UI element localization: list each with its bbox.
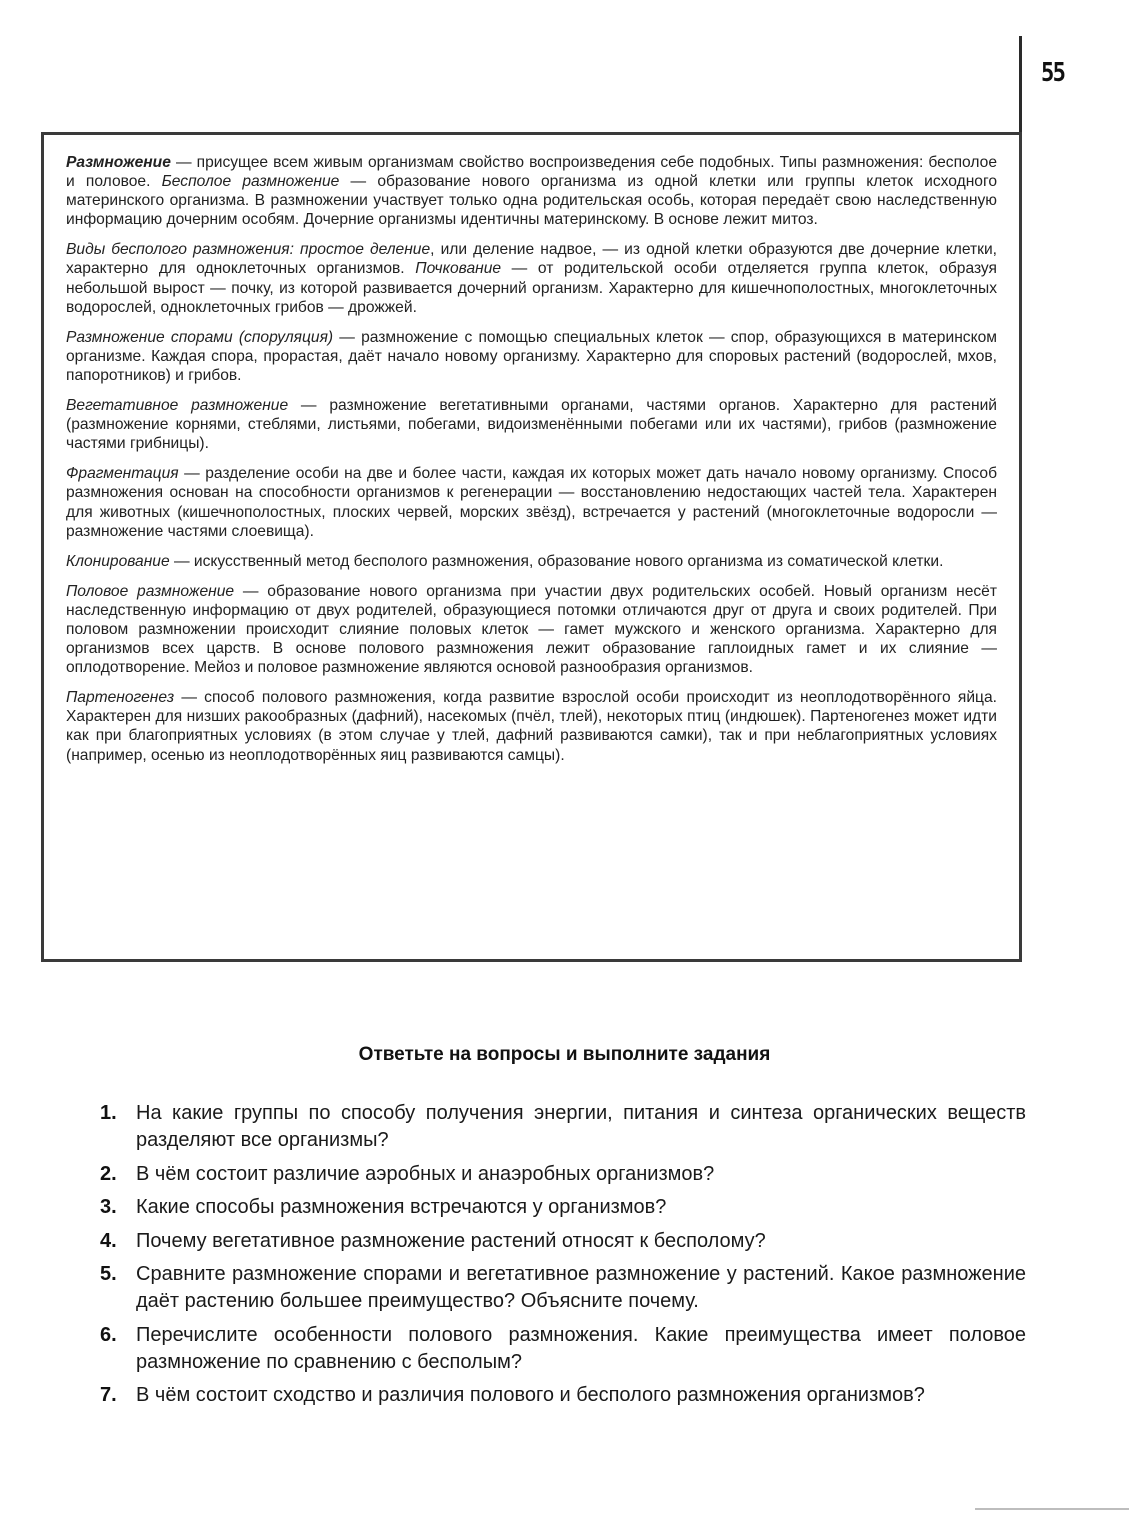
definition-paragraph <box>66 240 997 316</box>
question-number: 5. <box>100 1263 117 1285</box>
question-text: В чём состоит различие аэробных и анаэробных организмов? <box>136 1162 715 1185</box>
definition-term: Фрагментация <box>66 465 179 483</box>
definition-term: Виды бесполого размножения: простое деление <box>66 241 431 259</box>
question-text: Сравните размножение спорами и вегетативное размножение у растений. Какое размножение даёт растению большее преимущество? Объясните почему. <box>136 1263 1026 1312</box>
definition-term: Почкование <box>415 260 502 278</box>
definition-term: Размножение спорами (споруляция) <box>66 328 334 346</box>
definition-paragraph <box>66 688 997 764</box>
definition-text: , или деление надвое, — из одной клетки образуются две дочерние клетки, характерно для одноклеточных организмов. <box>66 241 997 278</box>
definition-paragraph <box>66 396 997 453</box>
definition-term: Вегетативное размножение <box>66 397 289 415</box>
question-number: 4. <box>100 1229 117 1252</box>
definition-paragraph <box>66 328 997 385</box>
question-number: 2. <box>100 1162 117 1185</box>
definition-paragraph <box>66 582 997 677</box>
definition-paragraph <box>66 552 997 571</box>
definition-text: — от родительской особи отделяется группа клеток, образуя небольшой вырост — почку, из которой развивается дочерний организм. Характерно для кишечнополостных, многоклеточных водорослей, одноклеточных грибов — дрожжей. <box>66 260 997 316</box>
question-number: 7. <box>100 1384 117 1406</box>
questions-list <box>100 1100 1026 1416</box>
question-number: 1. <box>100 1102 117 1124</box>
definition-paragraph <box>66 153 997 229</box>
definition-text: — размножение вегетативными органами, частями органов. Характерно для растений (размножение корнями, стеблями, листьями, побегами, видоизменёнными побегами или их частями), грибов (размножение частями грибницы). <box>66 397 997 453</box>
page-number: 55 <box>1041 58 1065 88</box>
question-item <box>100 1194 1026 1221</box>
definition-text: — искусственный метод бесполого размножения, образование нового организма из соматической клетки. <box>169 552 944 570</box>
definition-text: — образование нового организма при участии двух родительских особей. Новый организм несёт наследственную информацию от двух родителей, образующиеся потомки отличаются друг от друга и своих родителей. При половом размножении происходит слияние половых клеток — гамет мужского и женского организма. Характерно для организмов всех царств. В основе полового размножения лежит образование гаплоидных гамет и их слияние — оплодотворение. Мейоз и половое размножение являются основой разнообразия организмов. <box>66 582 997 677</box>
question-item <box>100 1382 1026 1409</box>
question-item <box>100 1100 1026 1154</box>
question-text: Почему вегетативное размножение растений относят к бесполому? <box>136 1229 766 1252</box>
question-number: 6. <box>100 1323 117 1346</box>
question-item <box>100 1161 1026 1188</box>
definition-text: — образование нового организма из одной клетки или группы клеток исходного материнского организма. В размножении участвует только одна родительская особь, которая передаёт свою наследственную информацию дочерним особям. Дочерние организмы идентичны материнскому. В основе лежит митоз. <box>66 173 997 229</box>
page-header-rule <box>1019 36 1022 134</box>
definition-term: Размножение <box>66 154 171 171</box>
question-item <box>100 1228 1026 1255</box>
definitions-box <box>41 132 1022 962</box>
definition-paragraph <box>66 464 997 540</box>
question-text: Перечислите особенности полового размножения. Какие преимущества имеет половое размножение по сравнению с бесполым? <box>136 1323 1026 1373</box>
page-footer-rule <box>975 1508 1129 1510</box>
definition-text: — разделение особи на две и более части, каждая их которых может дать начало новому организму. Способ размножения основан на способности организмов к регенерации — восстановлению недостающих частей тела. Характерен для животных (кишечнополостных, плоских червей, морских звёзд), встречается у растений (многоклеточные водоросли — размножение частями слоевища). <box>66 465 997 540</box>
definition-term: Бесполое размножение <box>161 173 340 191</box>
question-text: Какие способы размножения встречаются у организмов? <box>136 1196 667 1218</box>
definition-text: — способ полового размножения, когда развитие взрослой особи происходит из неоплодотворённого яйца. Характерен для низших ракообразных (дафний), насекомых (пчёл, тлей), некоторых птиц (индюшек). Партеногенез может идти как при благоприятных условиях (в этом случае у тлей, дафний развиваются самки), так и при неблагоприятных условиях (например, осенью из неоплодотворённых яиц развиваются самцы). <box>66 689 997 764</box>
question-item <box>100 1261 1026 1315</box>
definition-text: — присущее всем живым организмам свойство воспроизведения себе подобных. Типы размножения: бесполое и половое. <box>66 154 997 191</box>
questions-heading: Ответьте на вопросы и выполните задания <box>358 1044 771 1065</box>
question-number: 3. <box>100 1196 117 1218</box>
definition-term: Партеногенез <box>66 689 175 707</box>
question-text: На какие группы по способу получения энергии, питания и синтеза органических веществ разделяют все организмы? <box>136 1102 1026 1151</box>
question-item <box>100 1322 1026 1376</box>
definition-term: Клонирование <box>66 552 170 570</box>
definition-term: Половое размножение <box>66 582 235 600</box>
definition-text: — размножение с помощью специальных клеток — спор, образующихся в материнском организме. Каждая спора, прорастая, даёт начало новому организму. Характерно для споровых растений (водорослей, мхов, папоротников) и грибов. <box>66 328 997 384</box>
question-text: В чём состоит сходство и различия полового и бесполого размножения организмов? <box>136 1384 925 1406</box>
